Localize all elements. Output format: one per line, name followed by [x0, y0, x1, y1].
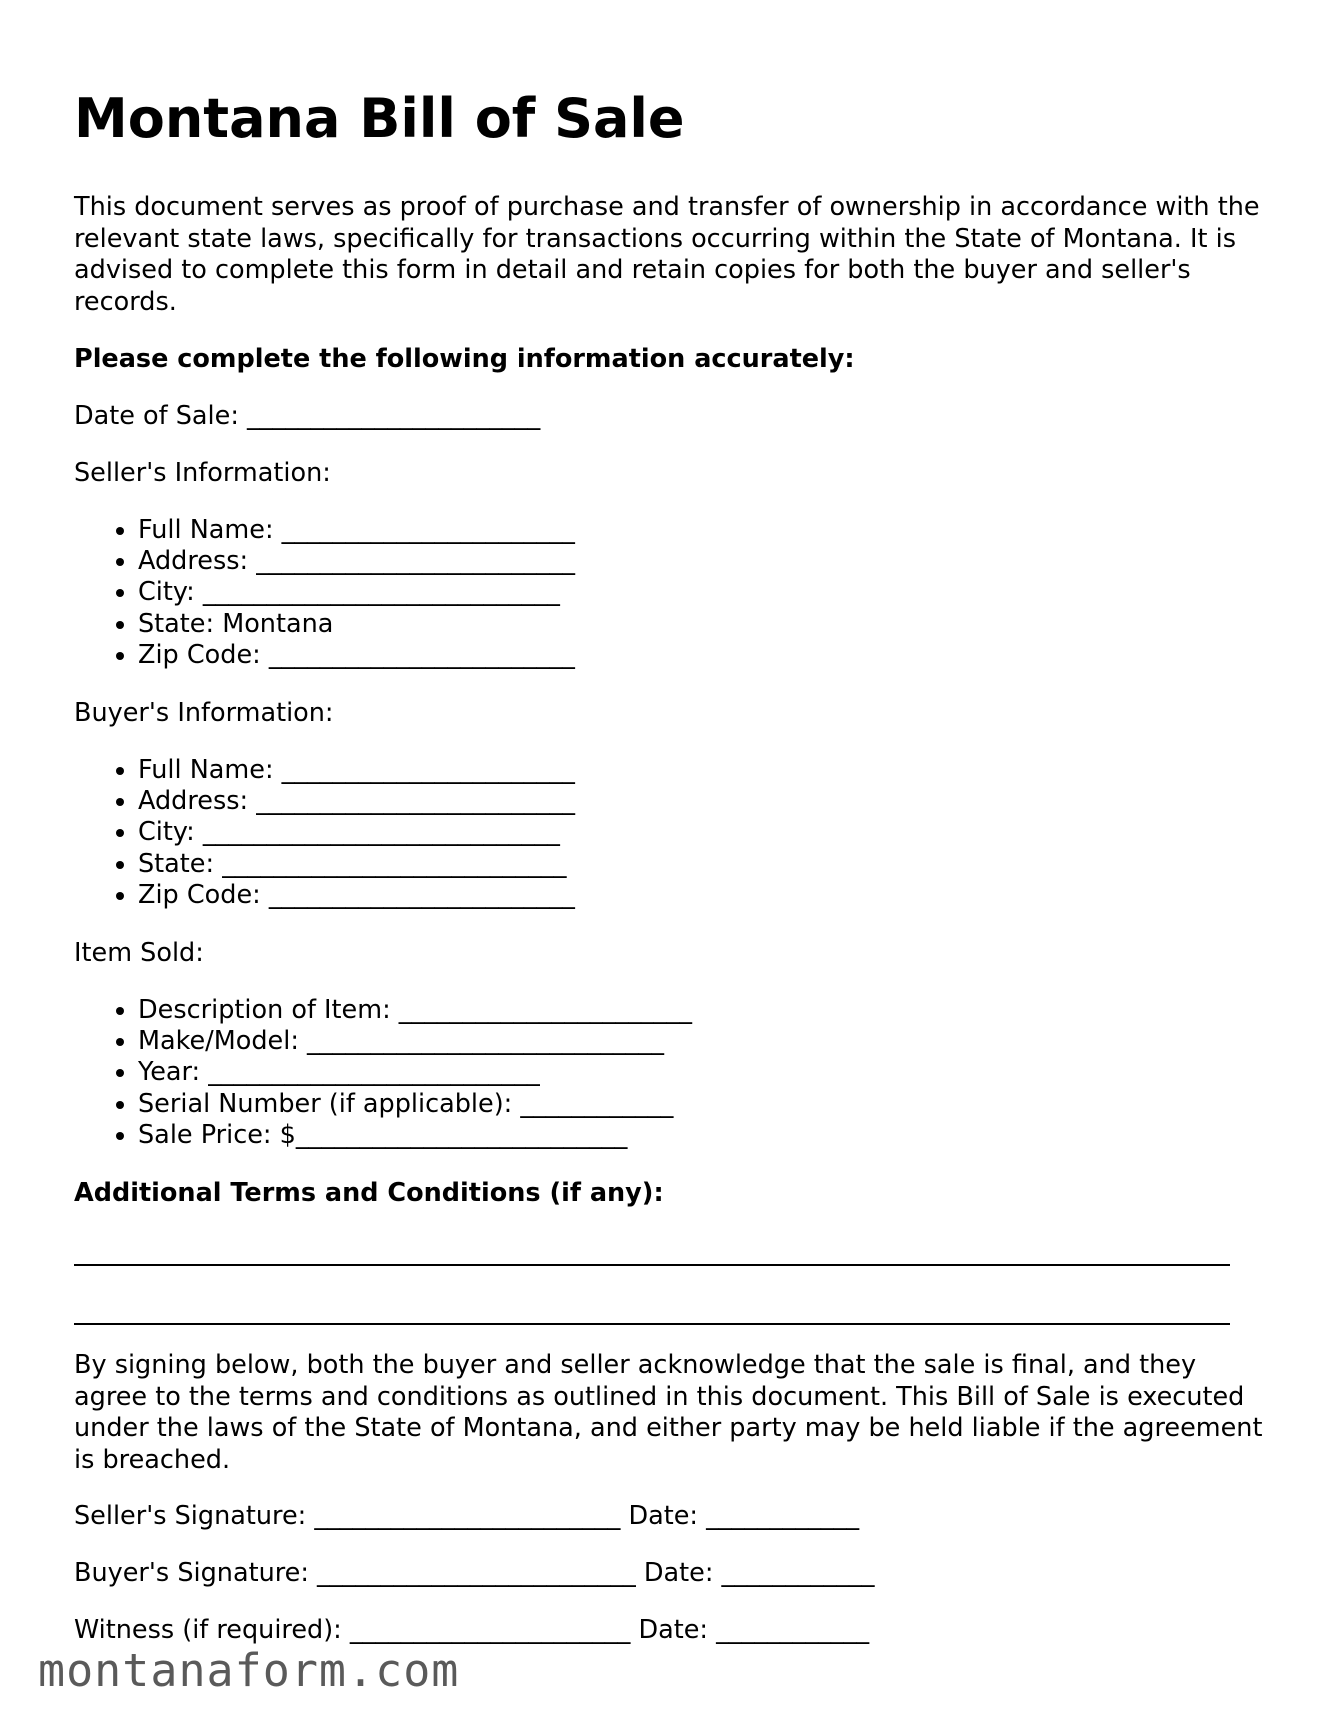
witness-signature-line: Witness (if required): ______________________ Date: ____________ [74, 1615, 870, 1645]
seller-full-name-field: • Full Name: _______________________ [138, 515, 575, 546]
item-description-field: • Description of Item: _______________________ [138, 995, 692, 1026]
page-title: Montana Bill of Sale [74, 87, 685, 150]
seller-state-field: • State: Montana [138, 609, 575, 640]
buyer-full-name-field: • Full Name: _______________________ [138, 755, 575, 786]
item-sale-price-field: • Sale Price: $__________________________ [138, 1120, 692, 1151]
item-make-model-field: • Make/Model: ____________________________ [138, 1026, 692, 1057]
seller-info-list [74, 515, 575, 671]
seller-signature-line: Seller's Signature: ________________________ Date: ____________ [74, 1501, 860, 1531]
site-watermark: montanaform.com [38, 1644, 460, 1697]
intro-paragraph: This document serves as proof of purchase and transfer of ownership in accordance with the relevant state laws, specifically for transactions occurring within the State of Montana. It is advised to complete this form in detail and retain copies for both the buyer and seller's records. [74, 192, 1260, 317]
buyer-signature-line: Buyer's Signature: _________________________ Date: ____________ [74, 1558, 875, 1588]
item-sold-heading: Item Sold: [74, 938, 204, 968]
instruction-heading: Please complete the following information accurately: [74, 344, 855, 374]
seller-info-heading: Seller's Information: [74, 458, 331, 488]
buyer-info-list [74, 755, 575, 911]
date-of-sale-field: Date of Sale: _______________________ [74, 401, 541, 431]
buyer-zip-field: • Zip Code: ________________________ [138, 880, 575, 911]
acknowledgement-paragraph: By signing below, both the buyer and seller acknowledge that the sale is final, and they agree to the terms and conditions as outlined in this document. This Bill of Sale is executed under the laws of the State of Montana, and either party may be held liable if the agreement is breached. [74, 1350, 1263, 1475]
seller-zip-field: • Zip Code: ________________________ [138, 640, 575, 671]
buyer-city-field: • City: ____________________________ [138, 817, 575, 848]
terms-blank-line [74, 1264, 1230, 1266]
buyer-info-heading: Buyer's Information: [74, 698, 334, 728]
additional-terms-heading: Additional Terms and Conditions (if any): [74, 1178, 664, 1208]
item-serial-number-field: • Serial Number (if applicable): ____________ [138, 1089, 692, 1120]
seller-address-field: • Address: _________________________ [138, 546, 575, 577]
buyer-address-field: • Address: _________________________ [138, 786, 575, 817]
seller-city-field: • City: ____________________________ [138, 577, 575, 608]
buyer-state-field: • State: ___________________________ [138, 849, 575, 880]
item-sold-list [74, 995, 692, 1151]
item-year-field: • Year: __________________________ [138, 1057, 692, 1088]
terms-blank-line [74, 1323, 1230, 1325]
